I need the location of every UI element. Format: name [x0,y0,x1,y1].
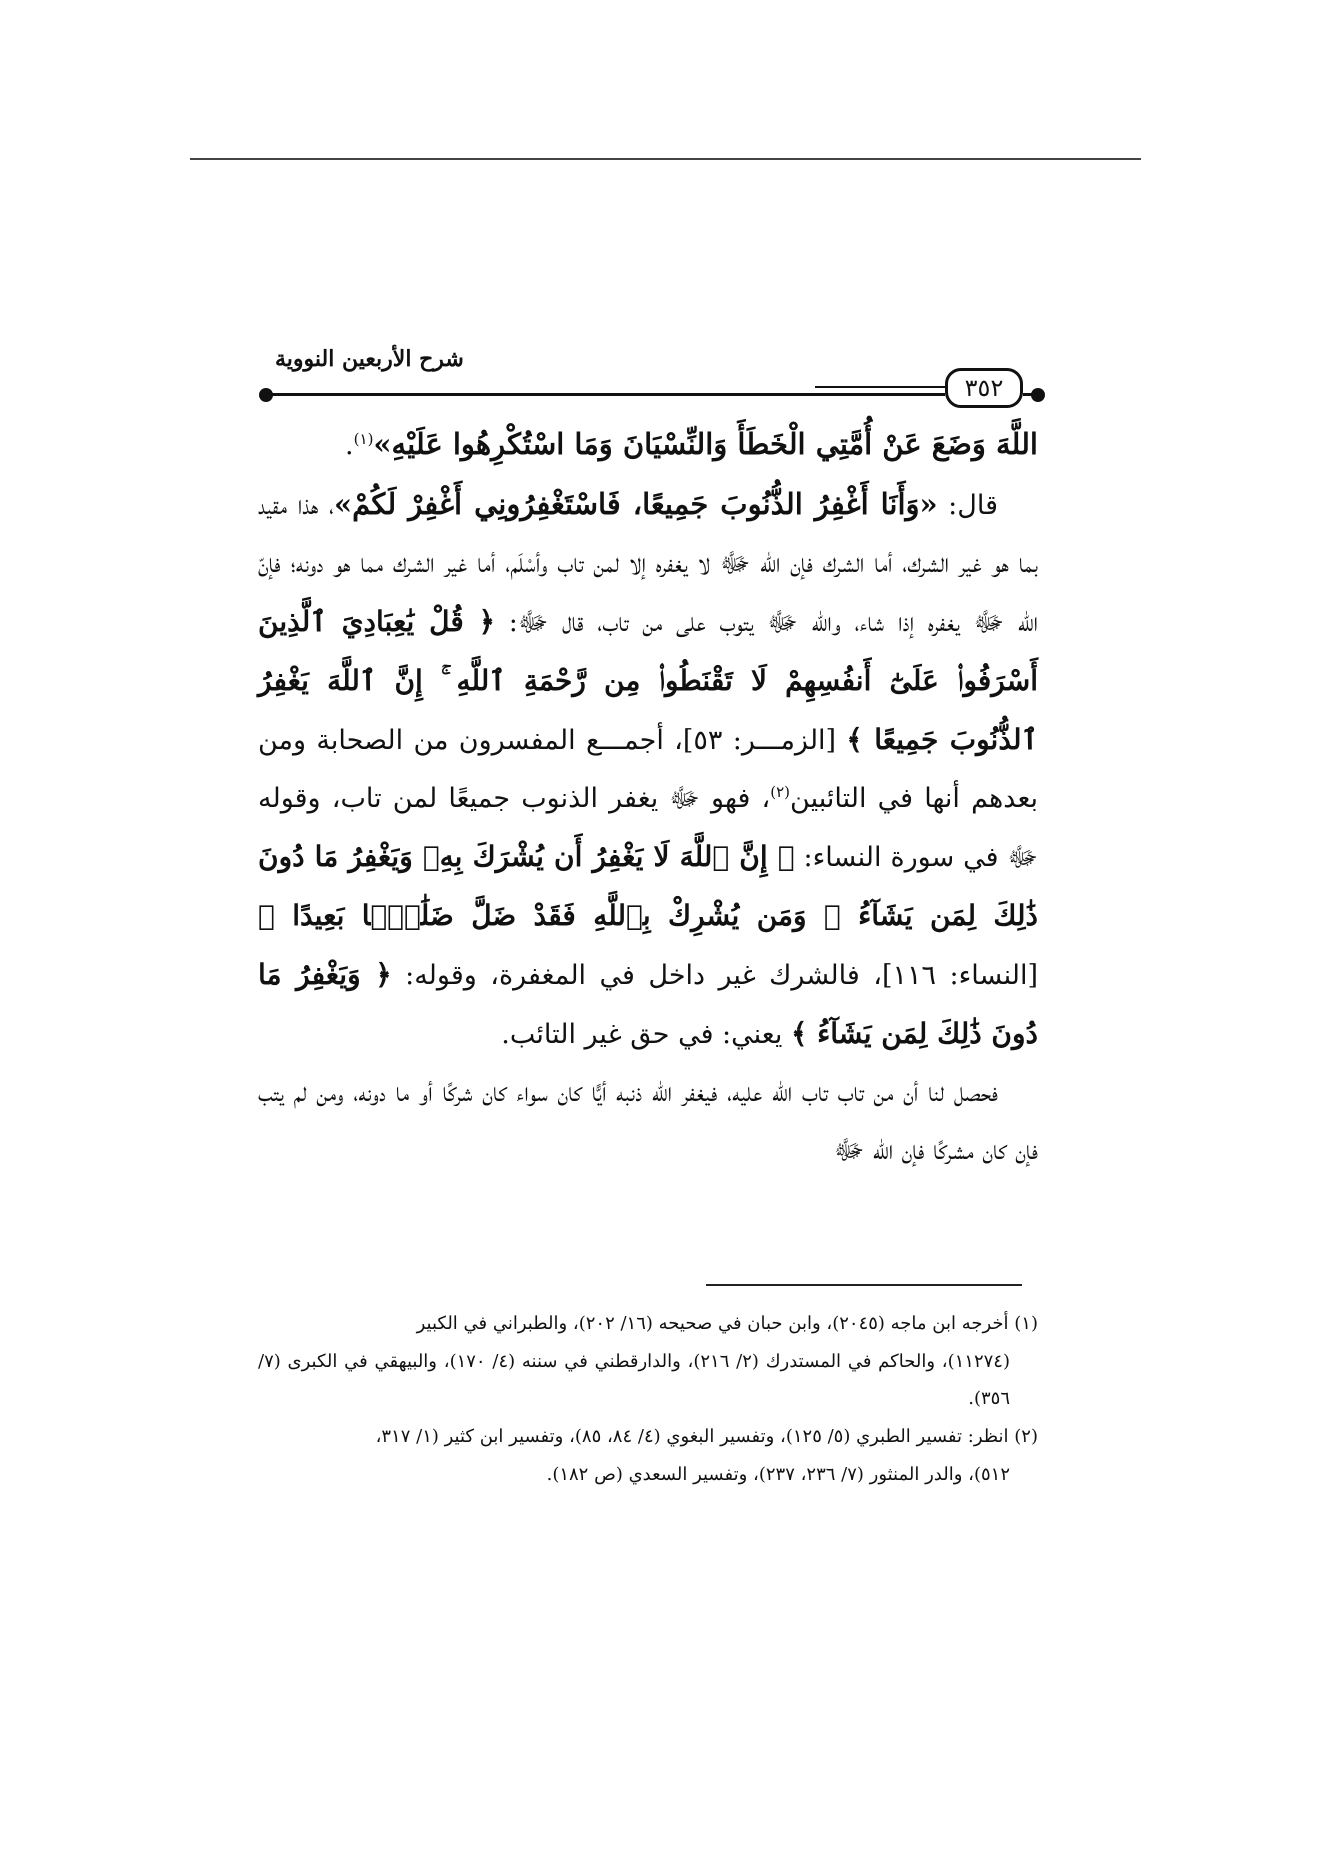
main-text [258,415,1038,1180]
header-rule [269,393,945,396]
text-run: [الزمـــر: ٥٣]، أجمـــع المفسرون من الصحابة ومن بعدهم أنها في التائبين [258,725,1039,814]
footnotes [258,1305,1038,1494]
quran-verse: ﴿ إِنَّ ٱللَّهَ لَا يَغْفِرُ أَن يُشْرَكَ بِهِۦ وَيَغْفِرُ مَا دُونَ ذَٰلِكَ لِمَن يَشَآءُ ۚ وَمَن يُشْرِكْ بِٱللَّهِ فَقَدْ ضَلَّ ضَلَٰلًۢا بَعِيدًا ﴾ [258,840,1038,932]
header-ornament-left [259,388,273,402]
text-run: ، فهو ﷻ يغفر الذنوب جميعًا لمن تاب، وقوله ﷻ في سورة النساء: [258,783,1038,873]
footnote-1-line-2: (١١٢٧٤)، والحاكم في المستدرك (٢/ ٢١٦)، والدارقطني في سننه (٤/ ١٧٠)، والبيهقي في الكبرى (٧/ ٣٥٦). [258,1351,1010,1409]
quran-verse: ﴿ وَيَغْفِرُ مَا دُونَ ذَٰلِكَ لِمَن يَشَآءُ ﴾ [258,958,1038,1050]
paragraph-2 [258,475,1038,1064]
text-run: [النساء: ١١٦]، فالشرك غير داخل في المغفرة، وقوله: [391,960,1038,991]
text-run: فحصل لنا أن من تاب تاب الله عليه، فيغفر الله ذنبه أيًّا كان سواء كان شركًا أو ما دونه، ومن لم يتب فإن كان مشركًا فإن الله ﷻ [258,1077,1038,1166]
text-run: ، هذا مقيد بما هو غير الشرك، أما الشرك فإن الله ﷻ لا يغفره إلا لمن تاب وأسْلَم، أما غير الشرك مما هو دونه؛ فإنّ الله ﷻ يغفره إذا شاء، والله ﷻ يتوب على من تاب، قال ﷻ: [258,490,1038,638]
hadith-quote: «وَأَنَا أَغْفِرُ الذُّنُوبَ جَمِيعًا، فَاسْتَغْفِرُونِي أَغْفِرْ لَكُمْ» [333,487,938,521]
footnote-separator [706,1284,1022,1286]
footnote-1-line-1: (١) أخرجه ابن ماجه (٢٠٤٥)، وابن حبان في صحيحه (١٦/ ٢٠٢)، والطبراني في الكبير [416,1313,1038,1334]
text-run: يعني: في حق غير التائب. [501,1019,791,1050]
page-number-text: ٣٥٢ [964,374,1004,402]
paragraph-3 [258,1064,1038,1180]
book-title: شرح الأربعين النووية [275,346,464,372]
top-rule [190,158,1141,160]
footnote-ref-2: (٢) [770,783,791,801]
footnote-2-line-2: ٥١٢)، والدر المنثور (٧/ ٢٣٦، ٢٣٧)، وتفسير السعدي (ص ١٨٢). [546,1464,1010,1485]
header-rule-thin [815,386,945,388]
paragraph-1 [258,415,1038,475]
footnote-ref-1: (١) [353,430,374,448]
quran-verse: ﴿ قُلْ يَٰعِبَادِيَ ٱلَّذِينَ أَسْرَفُوا۟ عَلَىٰٓ أَنفُسِهِمْ لَا تَقْنَطُوا۟ مِن رَّحْمَةِ ٱللَّهِ ۚ إِنَّ ٱللَّهَ يَغْفِرُ ٱلذُّنُوبَ جَمِيعًا ﴾ [258,605,1038,756]
hadith-quote: اللَّهَ وَضَعَ عَنْ أُمَّتِي الْخَطَأَ وَالنِّسْيَانَ وَمَا اسْتُكْرِهُوا عَلَيْهِ» [373,427,1038,461]
footnote-2-line-1: (٢) انظر: تفسير الطبري (٥/ ١٢٥)، وتفسير البغوي (٤/ ٨٤، ٨٥)، وتفسير ابن كثير (١/ ٣١٧، [375,1426,1038,1447]
header-ornament-right [1031,388,1045,402]
sentence-end: . [345,430,354,461]
page-header [255,340,1045,400]
page-number [945,368,1023,408]
text-run: قال: [937,490,998,521]
